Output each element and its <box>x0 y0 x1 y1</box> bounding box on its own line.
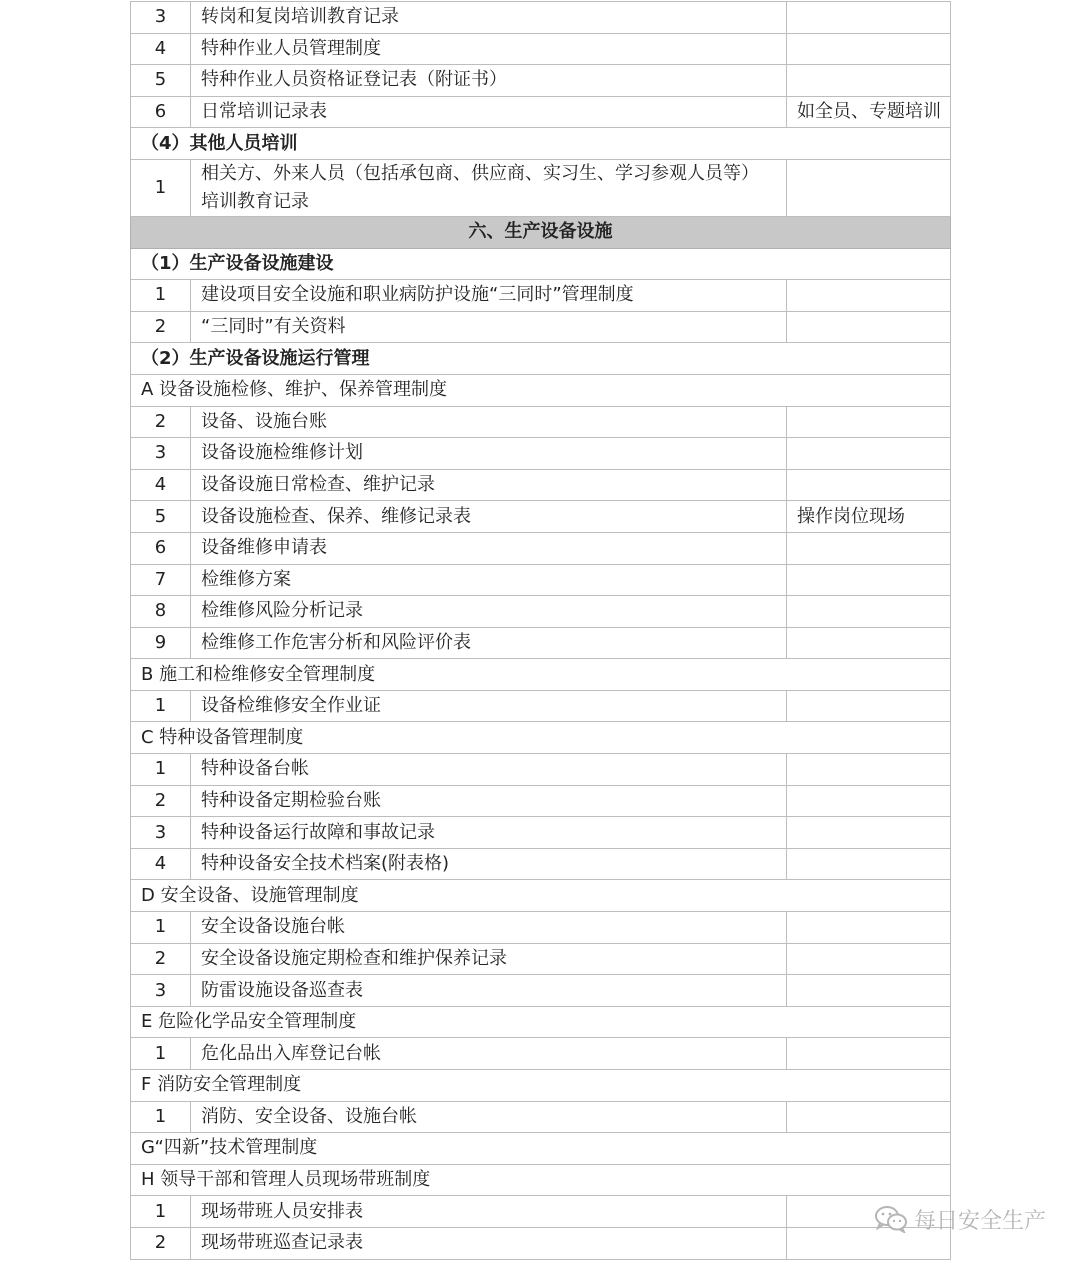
row-item-text: 日常培训记录表 <box>191 96 787 128</box>
table-row <box>131 2 951 34</box>
row-number: 5 <box>131 501 191 533</box>
row-number: 6 <box>131 532 191 564</box>
row-note <box>787 1101 951 1133</box>
table-row <box>131 438 951 470</box>
row-number: 7 <box>131 564 191 596</box>
table-row <box>131 596 951 628</box>
row-number: 2 <box>131 311 191 343</box>
row-item-text: 特种作业人员管理制度 <box>191 33 787 65</box>
table-row <box>131 564 951 596</box>
category-title: C 特种设备管理制度 <box>131 722 951 754</box>
category-title: G“四新”技术管理制度 <box>131 1133 951 1165</box>
table-row <box>131 1101 951 1133</box>
row-item-text: 安全设备设施定期检查和维护保养记录 <box>191 943 787 975</box>
table-row <box>131 627 951 659</box>
row-number: 4 <box>131 469 191 501</box>
row-note <box>787 65 951 97</box>
row-note <box>787 159 951 216</box>
table-row <box>131 469 951 501</box>
row-item-text: 防雷设施设备巡查表 <box>191 975 787 1007</box>
table-row <box>131 311 951 343</box>
table-row <box>131 1196 951 1228</box>
row-note <box>787 532 951 564</box>
watermark <box>874 1204 1046 1234</box>
table-row <box>131 159 951 216</box>
category-title: A 设备设施检修、维护、保养管理制度 <box>131 374 951 406</box>
watermark-text: 每日安全生产 <box>913 1208 1046 1234</box>
row-note <box>787 596 951 628</box>
table-row <box>131 848 951 880</box>
row-item-text: 转岗和复岗培训教育记录 <box>191 2 787 34</box>
row-note <box>787 1038 951 1070</box>
table-row <box>131 406 951 438</box>
category-title: D 安全设备、设施管理制度 <box>131 880 951 912</box>
subsection-row <box>131 343 951 375</box>
row-item-text: 检维修工作危害分析和风险评价表 <box>191 627 787 659</box>
row-item-text: 设备维修申请表 <box>191 532 787 564</box>
row-item-text: 相关方、外来人员（包括承包商、供应商、实习生、学习参观人员等）培训教育记录 <box>191 159 787 216</box>
row-item-text: 建设项目安全设施和职业病防护设施“三同时”管理制度 <box>191 280 787 312</box>
row-item-text: 设备设施检查、保养、维修记录表 <box>191 501 787 533</box>
row-number: 1 <box>131 280 191 312</box>
row-item-text: 特种设备运行故障和事故记录 <box>191 817 787 849</box>
category-row <box>131 1133 951 1165</box>
row-note <box>787 438 951 470</box>
row-number: 4 <box>131 33 191 65</box>
category-title: B 施工和检维修安全管理制度 <box>131 659 951 691</box>
row-number: 1 <box>131 159 191 216</box>
row-number: 8 <box>131 596 191 628</box>
row-number: 1 <box>131 754 191 786</box>
row-item-text: 危化品出入库登记台帐 <box>191 1038 787 1070</box>
row-number: 3 <box>131 817 191 849</box>
document-table <box>130 1 951 1260</box>
table-row <box>131 1038 951 1070</box>
row-note <box>787 754 951 786</box>
row-note: 如全员、专题培训 <box>787 96 951 128</box>
row-number: 3 <box>131 438 191 470</box>
row-item-text: 特种设备定期检验台账 <box>191 785 787 817</box>
row-note <box>787 469 951 501</box>
row-item-text: 设备设施检维修计划 <box>191 438 787 470</box>
category-title: H 领导干部和管理人员现场带班制度 <box>131 1164 951 1196</box>
row-note <box>787 912 951 944</box>
table-row <box>131 943 951 975</box>
category-title: E 危险化学品安全管理制度 <box>131 1006 951 1038</box>
category-row <box>131 722 951 754</box>
row-number: 2 <box>131 943 191 975</box>
row-note <box>787 785 951 817</box>
row-note <box>787 564 951 596</box>
row-number: 1 <box>131 1196 191 1228</box>
row-item-text: 现场带班巡查记录表 <box>191 1227 787 1259</box>
row-note <box>787 406 951 438</box>
row-item-text: 检维修方案 <box>191 564 787 596</box>
row-number: 1 <box>131 912 191 944</box>
row-number: 9 <box>131 627 191 659</box>
row-note <box>787 33 951 65</box>
row-number: 1 <box>131 690 191 722</box>
row-number: 1 <box>131 1038 191 1070</box>
row-number: 3 <box>131 975 191 1007</box>
row-item-text: 设备检维修安全作业证 <box>191 690 787 722</box>
table-row <box>131 754 951 786</box>
row-number: 4 <box>131 848 191 880</box>
subsection-title: （4）其他人员培训 <box>131 128 951 160</box>
row-number: 2 <box>131 785 191 817</box>
row-number: 2 <box>131 1227 191 1259</box>
row-note <box>787 690 951 722</box>
row-item-text: 检维修风险分析记录 <box>191 596 787 628</box>
row-number: 2 <box>131 406 191 438</box>
row-note <box>787 280 951 312</box>
row-item-text: 特种设备安全技术档案(附表格) <box>191 848 787 880</box>
subsection-title: （2）生产设备设施运行管理 <box>131 343 951 375</box>
category-row <box>131 659 951 691</box>
row-number: 3 <box>131 2 191 34</box>
row-number: 6 <box>131 96 191 128</box>
table-row <box>131 912 951 944</box>
row-number: 1 <box>131 1101 191 1133</box>
table-row <box>131 785 951 817</box>
row-item-text: 消防、安全设备、设施台帐 <box>191 1101 787 1133</box>
row-note <box>787 975 951 1007</box>
row-note <box>787 943 951 975</box>
category-row <box>131 1006 951 1038</box>
table-row <box>131 501 951 533</box>
row-item-text: 安全设备设施台帐 <box>191 912 787 944</box>
section-band <box>131 216 951 248</box>
row-item-text: 特种作业人员资格证登记表（附证书） <box>191 65 787 97</box>
row-item-text: 设备设施日常检查、维护记录 <box>191 469 787 501</box>
category-title: F 消防安全管理制度 <box>131 1070 951 1102</box>
row-item-text: “三同时”有关资料 <box>191 311 787 343</box>
table-body <box>131 2 951 1260</box>
subsection-title: （1）生产设备设施建设 <box>131 248 951 280</box>
table-row <box>131 33 951 65</box>
table-row <box>131 532 951 564</box>
row-note: 操作岗位现场 <box>787 501 951 533</box>
table-row <box>131 975 951 1007</box>
row-item-text: 设备、设施台账 <box>191 406 787 438</box>
row-item-text: 特种设备台帐 <box>191 754 787 786</box>
category-row <box>131 880 951 912</box>
table-row <box>131 690 951 722</box>
row-note <box>787 311 951 343</box>
row-note <box>787 848 951 880</box>
row-note <box>787 2 951 34</box>
table-row <box>131 817 951 849</box>
subsection-row <box>131 248 951 280</box>
table-row <box>131 280 951 312</box>
row-note <box>787 627 951 659</box>
subsection-row <box>131 128 951 160</box>
category-row <box>131 1070 951 1102</box>
table-row <box>131 65 951 97</box>
row-item-text: 现场带班人员安排表 <box>191 1196 787 1228</box>
wechat-icon <box>874 1205 908 1233</box>
category-row <box>131 374 951 406</box>
table-row <box>131 96 951 128</box>
row-note <box>787 817 951 849</box>
section-title: 六、生产设备设施 <box>131 216 951 248</box>
table-row <box>131 1227 951 1259</box>
category-row <box>131 1164 951 1196</box>
row-number: 5 <box>131 65 191 97</box>
